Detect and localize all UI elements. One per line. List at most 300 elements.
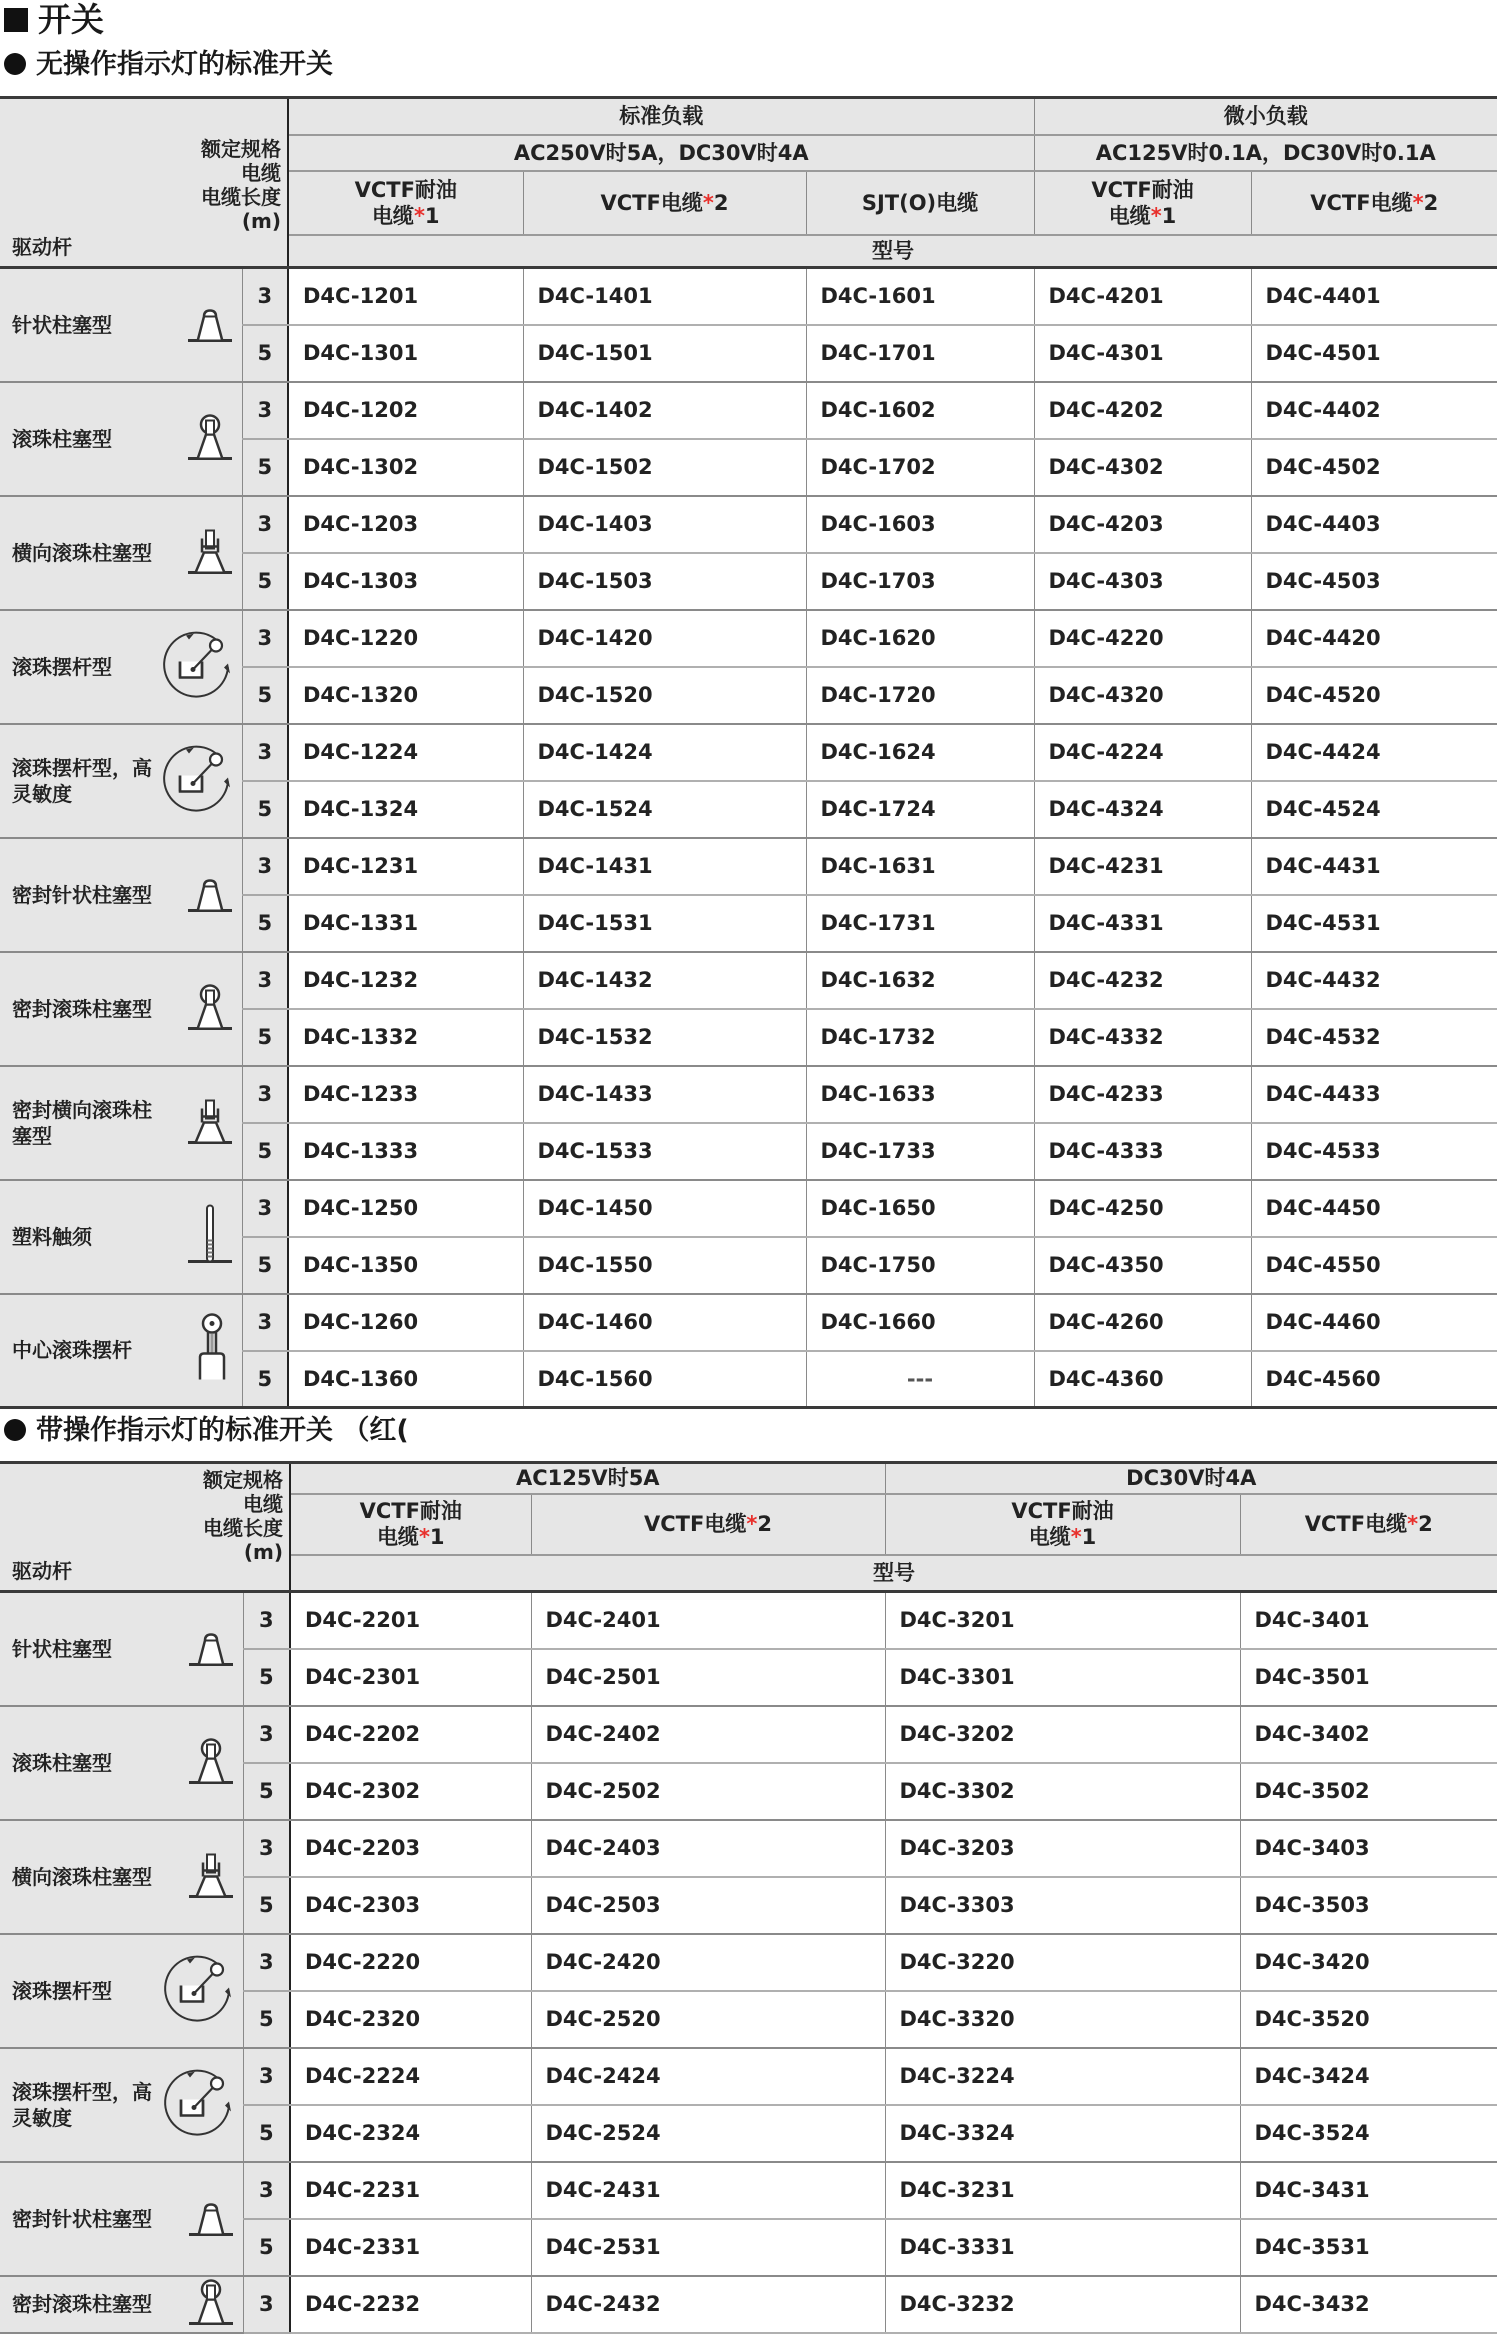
model-number-cell: D4C-1420 <box>523 610 806 667</box>
cable-length-label: 电缆长度 <box>201 185 281 209</box>
cable-length-label: 电缆长度 <box>203 1516 283 1540</box>
model-number-cell: D4C-1201 <box>288 268 523 325</box>
model-number-cell: D4C-1360 <box>288 1351 523 1408</box>
model-number-cell: D4C-4520 <box>1251 667 1497 724</box>
footnote-number: 1 <box>424 203 440 228</box>
model-number-cell: D4C-3320 <box>885 1991 1240 2048</box>
cable-type-header <box>806 171 1034 235</box>
model-number-cell: D4C-1432 <box>523 952 806 1009</box>
model-number-cell: D4C-1731 <box>806 895 1034 952</box>
table-row <box>0 2048 1497 2105</box>
actuator-cell <box>0 724 242 838</box>
model-number-cell: D4C-2402 <box>531 1706 885 1763</box>
model-number-cell: D4C-3324 <box>885 2105 1240 2162</box>
bullet-icon <box>4 1419 26 1441</box>
model-number-cell: D4C-3401 <box>1240 1592 1497 1649</box>
model-number-cell: D4C-1633 <box>806 1066 1034 1123</box>
model-number-cell: D4C-1660 <box>806 1294 1034 1351</box>
cable-length: 3 <box>243 1592 290 1649</box>
model-number-cell: D4C-4560 <box>1251 1351 1497 1408</box>
cable-length: 5 <box>242 781 288 838</box>
model-number-cell: D4C-1650 <box>806 1180 1034 1237</box>
model-number-cell: D4C-1203 <box>288 496 523 553</box>
unit-label: (m) <box>243 1540 283 1564</box>
actuator-cell <box>0 1180 242 1294</box>
cable-length: 3 <box>243 1934 290 1991</box>
cable-line-1: VCTF耐油 <box>1011 1499 1114 1523</box>
model-number-cell: D4C-3232 <box>885 2276 1240 2333</box>
model-number-cell: D4C-4232 <box>1034 952 1251 1009</box>
table-row <box>0 952 1497 1009</box>
model-number-cell: D4C-1720 <box>806 667 1034 724</box>
model-number-cell: D4C-4460 <box>1251 1294 1497 1351</box>
crossroller-plunger-icon <box>183 1844 239 1909</box>
model-number-cell: D4C-1324 <box>288 781 523 838</box>
model-number-cell: D4C-3220 <box>885 1934 1240 1991</box>
cable-length: 5 <box>242 1237 288 1294</box>
cable-name: VCTF电缆 <box>644 1512 747 1536</box>
model-number-cell: D4C-1302 <box>288 439 523 496</box>
cable-line-2 <box>1241 1511 1498 1537</box>
model-number-cell: D4C-1550 <box>523 1237 806 1294</box>
model-number-cell: D4C-1320 <box>288 667 523 724</box>
model-number-cell: D4C-4331 <box>1034 895 1251 952</box>
model-number-cell: D4C-2524 <box>531 2105 885 2162</box>
cable-length: 3 <box>242 382 288 439</box>
model-header: 型号 <box>290 1555 1497 1592</box>
cable-length: 3 <box>242 1066 288 1123</box>
actuator-name: 滚珠柱塞型 <box>12 1750 112 1775</box>
cable-length: 5 <box>243 2219 290 2276</box>
model-number-cell: D4C-1732 <box>806 1009 1034 1066</box>
model-number-cell: D4C-3231 <box>885 2162 1240 2219</box>
model-number-cell: D4C-4532 <box>1251 1009 1497 1066</box>
model-number-cell: D4C-1724 <box>806 781 1034 838</box>
cable-line-2 <box>289 203 523 229</box>
table-row <box>0 1934 1497 1991</box>
model-number-cell: D4C-4420 <box>1251 610 1497 667</box>
cable-type-header <box>288 171 523 235</box>
model-number-cell: D4C-1502 <box>523 439 806 496</box>
model-number-cell: D4C-4533 <box>1251 1123 1497 1180</box>
cable-type-header <box>290 1494 531 1555</box>
cable-length: 5 <box>242 553 288 610</box>
actuator-label: 驱动杆 <box>12 235 72 259</box>
actuator-label: 驱动杆 <box>12 1559 72 1583</box>
model-number-cell: D4C-1703 <box>806 553 1034 610</box>
cable-type-header <box>1034 171 1251 235</box>
cable-length: 5 <box>242 1123 288 1180</box>
footnote-asterisk-icon: * <box>1150 203 1162 228</box>
model-number-cell: D4C-4202 <box>1034 382 1251 439</box>
unit-label: (m) <box>241 209 281 233</box>
cable-line-1: VCTF耐油 <box>1091 177 1194 202</box>
cable-length: 3 <box>242 496 288 553</box>
rated-spec-label: 额定规格 <box>203 1468 283 1492</box>
cable-length: 3 <box>242 724 288 781</box>
model-number-cell: D4C-1601 <box>806 268 1034 325</box>
model-number-cell: D4C-4301 <box>1034 325 1251 382</box>
model-number-cell: D4C-4260 <box>1034 1294 1251 1351</box>
footnote-number: 2 <box>757 1512 772 1536</box>
model-number-cell: D4C-1401 <box>523 268 806 325</box>
model-number-cell: D4C-3202 <box>885 1706 1240 1763</box>
footnote-asterisk-icon: * <box>1070 1525 1082 1549</box>
model-number-cell: D4C-3331 <box>885 2219 1240 2276</box>
table-row <box>0 1706 1497 1763</box>
roller-lever-icon <box>157 2061 239 2148</box>
header-corner <box>0 98 288 268</box>
center-roller-lever-icon <box>182 1310 238 1391</box>
actuator-name: 中心滚珠摆杆 <box>12 1338 132 1363</box>
model-number-cell: D4C-4302 <box>1034 439 1251 496</box>
model-number-cell: D4C-1350 <box>288 1237 523 1294</box>
model-number-cell: D4C-1620 <box>806 610 1034 667</box>
footnote-number: 2 <box>1423 190 1439 215</box>
cable-type-header <box>1240 1494 1497 1555</box>
section1-heading: 无操作指示灯的标准开关 <box>4 48 333 82</box>
model-number-cell: D4C-1424 <box>523 724 806 781</box>
cable-length: 5 <box>243 1649 290 1706</box>
roller-lever-icon <box>157 1947 239 2034</box>
model-number-cell: D4C-3520 <box>1240 1991 1497 2048</box>
model-number-cell: D4C-2231 <box>290 2162 531 2219</box>
roller-plunger-icon <box>182 976 238 1041</box>
actuator-cell <box>0 268 242 382</box>
rating-ac125: AC125V时5A <box>290 1463 885 1494</box>
table-row <box>0 838 1497 895</box>
model-number-cell: D4C-4431 <box>1251 838 1497 895</box>
square-bullet-icon <box>4 8 28 32</box>
model-number-cell: D4C-4401 <box>1251 268 1497 325</box>
actuator-name: 密封滚珠柱塞型 <box>12 2292 152 2316</box>
cable-length: 5 <box>243 2105 290 2162</box>
model-number-cell: D4C-3524 <box>1240 2105 1497 2162</box>
cable-length: 3 <box>243 1820 290 1877</box>
actuator-cell <box>0 1294 242 1408</box>
actuator-cell <box>0 610 242 724</box>
model-number-cell: D4C-3303 <box>885 1877 1240 1934</box>
cable-line-2 <box>524 190 806 216</box>
crossroller-plunger-icon <box>182 520 238 585</box>
model-number-cell: D4C-2232 <box>290 2276 531 2333</box>
model-number-cell: D4C-2531 <box>531 2219 885 2276</box>
model-number-cell: D4C-2320 <box>290 1991 531 2048</box>
cable-label: 电缆 <box>243 1492 283 1516</box>
cable-length: 5 <box>243 1877 290 1934</box>
footnote-asterisk-icon: * <box>413 203 425 228</box>
model-number-cell: D4C-3432 <box>1240 2276 1497 2333</box>
roller-plunger-icon <box>182 406 238 471</box>
model-number-cell: D4C-4203 <box>1034 496 1251 553</box>
rated-spec-label: 额定规格 <box>201 137 281 161</box>
cable-type-header <box>885 1494 1240 1555</box>
model-number-cell: D4C-1602 <box>806 382 1034 439</box>
cable-name: 电缆 <box>1028 1525 1071 1549</box>
table-row <box>0 610 1497 667</box>
cable-name: VCTF电缆 <box>1304 1512 1408 1536</box>
cable-name: 电缆 <box>1108 203 1151 228</box>
model-number-cell: D4C-1331 <box>288 895 523 952</box>
model-number-cell: D4C-2520 <box>531 1991 885 2048</box>
model-number-cell: D4C-4233 <box>1034 1066 1251 1123</box>
model-number-cell: D4C-3301 <box>885 1649 1240 1706</box>
model-number-cell: D4C-1202 <box>288 382 523 439</box>
actuator-name: 滚珠柱塞型 <box>12 426 112 451</box>
model-number-cell: D4C-1632 <box>806 952 1034 1009</box>
model-number-cell: D4C-3402 <box>1240 1706 1497 1763</box>
table-row <box>0 1294 1497 1351</box>
actuator-cell <box>0 838 242 952</box>
model-number-cell: D4C-4424 <box>1251 724 1497 781</box>
actuator-name: 横向滚珠柱塞型 <box>12 540 152 565</box>
table-row <box>0 2162 1497 2219</box>
model-number-cell: D4C-1431 <box>523 838 806 895</box>
actuator-cell <box>0 2276 243 2333</box>
model-number-cell: D4C-2303 <box>290 1877 531 1934</box>
table-row <box>0 496 1497 553</box>
cable-line-1: VCTF耐油 <box>359 1499 462 1523</box>
cable-length: 3 <box>243 2276 290 2333</box>
cable-name: 电缆 <box>376 1525 419 1549</box>
actuator-cell <box>0 952 242 1066</box>
table-row <box>0 1820 1497 1877</box>
cable-length: 3 <box>243 2162 290 2219</box>
actuator-name: 滚珠摆杆型，高灵敏度 <box>12 2079 152 2130</box>
footnote-asterisk-icon: * <box>418 1525 430 1549</box>
footnote-number: 1 <box>1081 1525 1097 1549</box>
model-number-cell: D4C-1624 <box>806 724 1034 781</box>
model-number-cell: D4C-3403 <box>1240 1820 1497 1877</box>
model-number-cell: D4C-1233 <box>288 1066 523 1123</box>
actuator-name: 横向滚珠柱塞型 <box>12 1864 152 1889</box>
table-row <box>0 724 1497 781</box>
model-number-cell: D4C-4231 <box>1034 838 1251 895</box>
pin-plunger-icon <box>183 1618 239 1679</box>
actuator-name: 针状柱塞型 <box>12 1636 112 1661</box>
model-number-cell: D4C-1750 <box>806 1237 1034 1294</box>
model-number-cell: D4C-2220 <box>290 1934 531 1991</box>
model-number-cell: D4C-3420 <box>1240 1934 1497 1991</box>
cable-name: VCTF电缆 <box>1310 190 1413 215</box>
model-number-cell: D4C-1520 <box>523 667 806 724</box>
table-row <box>0 1592 1497 1649</box>
model-number-cell: D4C-3424 <box>1240 2048 1497 2105</box>
roller-plunger-icon <box>183 2276 239 2333</box>
model-number-cell: D4C-2403 <box>531 1820 885 1877</box>
model-number-cell: D4C-2424 <box>531 2048 885 2105</box>
footnote-asterisk-icon: * <box>1412 190 1424 215</box>
cable-line-2 <box>1252 190 1498 216</box>
model-number-cell: D4C-2432 <box>531 2276 885 2333</box>
cable-line-2 <box>532 1511 885 1537</box>
actuator-cell <box>0 1592 243 1706</box>
model-number-cell: D4C-1603 <box>806 496 1034 553</box>
actuator-name: 塑料触须 <box>12 1224 92 1249</box>
model-number-cell: D4C-2420 <box>531 1934 885 1991</box>
model-number-cell: D4C-1460 <box>523 1294 806 1351</box>
model-number-cell: D4C-2224 <box>290 2048 531 2105</box>
model-number-cell: D4C-1631 <box>806 838 1034 895</box>
model-number-cell: D4C-4524 <box>1251 781 1497 838</box>
model-number-cell: D4C-4224 <box>1034 724 1251 781</box>
switch-table-with-indicator <box>0 1461 1497 2334</box>
actuator-cell <box>0 496 242 610</box>
model-number-cell: D4C-1560 <box>523 1351 806 1408</box>
cable-length: 5 <box>242 325 288 382</box>
cable-name: VCTF电缆 <box>600 190 703 215</box>
model-number-cell: D4C-1224 <box>288 724 523 781</box>
model-number-cell: D4C-3501 <box>1240 1649 1497 1706</box>
cable-line-2 <box>291 1524 531 1550</box>
actuator-cell <box>0 2162 243 2276</box>
cable-type-header <box>523 171 806 235</box>
model-number-cell: D4C-2324 <box>290 2105 531 2162</box>
model-number-cell: D4C-3502 <box>1240 1763 1497 1820</box>
actuator-cell <box>0 1066 242 1180</box>
model-number-cell: D4C-1303 <box>288 553 523 610</box>
cable-length: 5 <box>242 1351 288 1408</box>
cable-length: 3 <box>242 610 288 667</box>
model-number-cell: D4C-1501 <box>523 325 806 382</box>
model-number-cell: D4C-3224 <box>885 2048 1240 2105</box>
model-number-cell: --- <box>806 1351 1034 1408</box>
model-number-cell: D4C-3302 <box>885 1763 1240 1820</box>
actuator-name: 滚珠摆杆型 <box>12 1978 112 2003</box>
cable-line-2 <box>1035 203 1251 229</box>
rating-standard-load: AC250V时5A，DC30V时4A <box>288 135 1034 171</box>
model-number-cell: D4C-1332 <box>288 1009 523 1066</box>
model-number-cell: D4C-2503 <box>531 1877 885 1934</box>
group-header-micro-load: 微小负载 <box>1034 98 1497 135</box>
model-number-cell: D4C-1533 <box>523 1123 806 1180</box>
model-number-cell: D4C-4531 <box>1251 895 1497 952</box>
model-number-cell: D4C-1503 <box>523 553 806 610</box>
footnote-number: 2 <box>1418 1512 1433 1536</box>
model-number-cell: D4C-1231 <box>288 838 523 895</box>
page-title: 开关 <box>4 2 104 38</box>
switch-table-no-indicator <box>0 96 1497 1409</box>
pin-plunger-icon <box>182 294 238 355</box>
model-number-cell: D4C-4360 <box>1034 1351 1251 1408</box>
cable-line-2 <box>807 190 1034 216</box>
header-corner <box>0 1463 290 1592</box>
rating-micro-load: AC125V时0.1A，DC30V时0.1A <box>1034 135 1497 171</box>
model-number-cell: D4C-4320 <box>1034 667 1251 724</box>
model-number-cell: D4C-4433 <box>1251 1066 1497 1123</box>
cable-name: 电缆 <box>371 203 414 228</box>
model-number-cell: D4C-2301 <box>290 1649 531 1706</box>
cable-length: 5 <box>243 1991 290 2048</box>
pin-plunger-icon <box>182 864 238 925</box>
cable-type-header <box>531 1494 885 1555</box>
cable-length: 5 <box>243 1763 290 1820</box>
model-number-cell: D4C-1531 <box>523 895 806 952</box>
model-number-cell: D4C-3203 <box>885 1820 1240 1877</box>
cable-length: 5 <box>242 667 288 724</box>
model-header: 型号 <box>288 235 1497 268</box>
actuator-cell <box>0 1820 243 1934</box>
roller-plunger-icon <box>183 1730 239 1795</box>
model-number-cell: D4C-4550 <box>1251 1237 1497 1294</box>
cable-length: 3 <box>242 268 288 325</box>
cable-line-2 <box>886 1524 1240 1550</box>
model-number-cell: D4C-1701 <box>806 325 1034 382</box>
model-number-cell: D4C-2202 <box>290 1706 531 1763</box>
model-number-cell: D4C-1450 <box>523 1180 806 1237</box>
cable-label: 电缆 <box>241 161 281 185</box>
cable-length: 3 <box>243 1706 290 1763</box>
group-header-standard-load: 标准负载 <box>288 98 1034 135</box>
table-row <box>0 1066 1497 1123</box>
model-number-cell: D4C-2501 <box>531 1649 885 1706</box>
table-row <box>0 382 1497 439</box>
model-number-cell: D4C-2401 <box>531 1592 885 1649</box>
cable-length: 5 <box>242 895 288 952</box>
bullet-icon <box>4 53 26 75</box>
cable-length: 3 <box>242 1294 288 1351</box>
model-number-cell: D4C-3431 <box>1240 2162 1497 2219</box>
model-number-cell: D4C-3503 <box>1240 1877 1497 1934</box>
model-number-cell: D4C-1260 <box>288 1294 523 1351</box>
plastic-whisker-icon <box>182 1199 238 1274</box>
model-number-cell: D4C-1524 <box>523 781 806 838</box>
model-number-cell: D4C-2201 <box>290 1592 531 1649</box>
cable-name: SJT(O)电缆 <box>861 190 979 215</box>
model-number-cell: D4C-2331 <box>290 2219 531 2276</box>
model-number-cell: D4C-1532 <box>523 1009 806 1066</box>
model-number-cell: D4C-1702 <box>806 439 1034 496</box>
footnote-number: 2 <box>713 190 729 215</box>
actuator-name: 滚珠摆杆型，高灵敏度 <box>12 755 152 806</box>
crossroller-plunger-icon <box>182 1090 238 1155</box>
model-number-cell: D4C-4350 <box>1034 1237 1251 1294</box>
actuator-cell <box>0 382 242 496</box>
footnote-asterisk-icon: * <box>746 1512 758 1536</box>
table-row <box>0 268 1497 325</box>
actuator-name: 密封滚珠柱塞型 <box>12 996 152 1021</box>
model-number-cell: D4C-4201 <box>1034 268 1251 325</box>
model-number-cell: D4C-1220 <box>288 610 523 667</box>
model-number-cell: D4C-1433 <box>523 1066 806 1123</box>
model-number-cell: D4C-1402 <box>523 382 806 439</box>
model-number-cell: D4C-2431 <box>531 2162 885 2219</box>
model-number-cell: D4C-4501 <box>1251 325 1497 382</box>
cable-length: 5 <box>242 1009 288 1066</box>
model-number-cell: D4C-4450 <box>1251 1180 1497 1237</box>
model-number-cell: D4C-3531 <box>1240 2219 1497 2276</box>
cable-line-1: VCTF耐油 <box>354 177 457 202</box>
actuator-cell <box>0 1706 243 1820</box>
model-number-cell: D4C-2302 <box>290 1763 531 1820</box>
section2-heading: 带操作指示灯的标准开关 （红( <box>4 1414 409 1448</box>
model-number-cell: D4C-4332 <box>1034 1009 1251 1066</box>
model-number-cell: D4C-1733 <box>806 1123 1034 1180</box>
footnote-asterisk-icon: * <box>702 190 714 215</box>
model-number-cell: D4C-4403 <box>1251 496 1497 553</box>
model-number-cell: D4C-1301 <box>288 325 523 382</box>
model-number-cell: D4C-1403 <box>523 496 806 553</box>
model-number-cell: D4C-4303 <box>1034 553 1251 610</box>
model-number-cell: D4C-1333 <box>288 1123 523 1180</box>
actuator-cell <box>0 2048 243 2162</box>
footnote-number: 1 <box>1161 203 1177 228</box>
cable-type-header <box>1251 171 1497 235</box>
cable-length: 5 <box>242 439 288 496</box>
table-row <box>0 1180 1497 1237</box>
actuator-name: 密封横向滚珠柱塞型 <box>12 1097 152 1148</box>
model-number-cell: D4C-4250 <box>1034 1180 1251 1237</box>
